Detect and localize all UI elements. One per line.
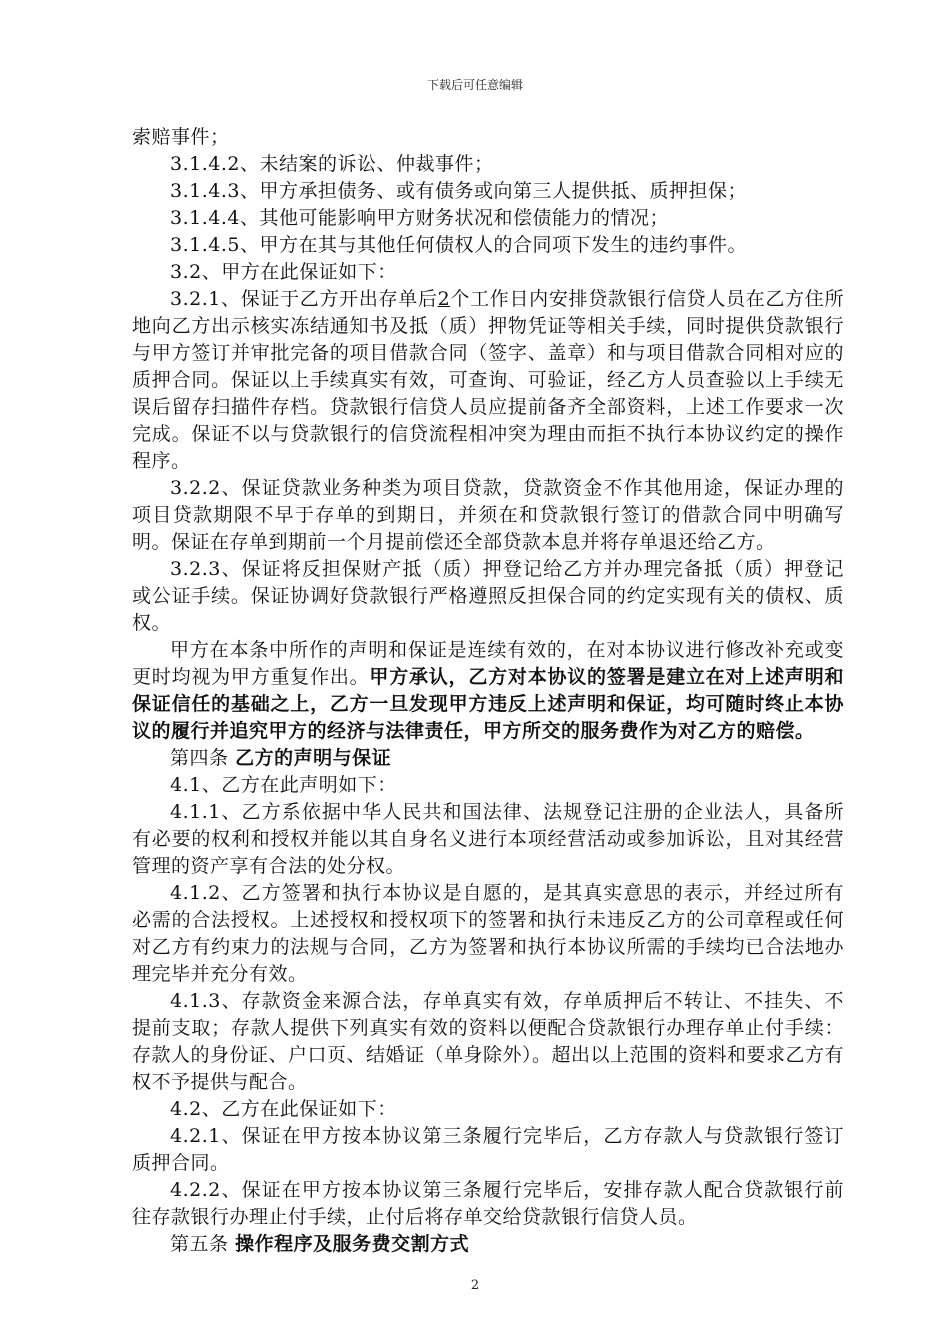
paragraph: 索赔事件； xyxy=(132,126,230,148)
clause-3-2-1 xyxy=(132,286,844,475)
article-5-number: 第五条 xyxy=(170,1233,229,1255)
clause-4-1-2: 4.1.2、乙方签署和执行本协议是自愿的，是其真实意思的表示，并经过所有必需的合法授权。上述授权和授权项下的签署和执行未违反乙方的公司章程或任何对乙方有约束力的法规与合同，乙方为签署和执行本协议所需的手续均已合法地办理完毕并充分有效。 xyxy=(132,882,844,985)
page-number: 2 xyxy=(470,1278,480,1293)
clause-4-1-3: 4.1.3、存款资金来源合法，存单真实有效，存单质押后不转让、不挂失、不提前支取；存款人提供下列真实有效的资料以便配合贷款银行办理存单止付手续：存款人的身份证、户口页、结婚证（单身除外）。超出以上范围的资料和要求乙方有权不予提供与配合。 xyxy=(132,990,845,1093)
underlined-days: 2 xyxy=(437,288,451,310)
clause-3-1-4-5: 3.1.4.5、甲方在其与其他任何债权人的合同项下发生的违约事件。 xyxy=(170,234,747,256)
article-4-number: 第四条 xyxy=(170,747,229,769)
clause-3-1-4-2: 3.1.4.2、未结案的诉讼、仲裁事件； xyxy=(170,153,494,175)
statement-plain: 甲方在本条中所作的声明和保证是连续有效的，在对本协议进行修改补充或变更时均视为甲方重复作出。 xyxy=(132,639,844,688)
clause-4-1: 4.1、乙方在此声明如下： xyxy=(170,774,397,796)
article-5-title: 操作程序及服务费交割方式 xyxy=(235,1233,470,1255)
clause-3-2: 3.2、甲方在此保证如下： xyxy=(170,261,397,283)
clause-4-2-1: 4.2.1、保证在甲方按本协议第三条履行完毕后，乙方存款人与贷款银行签订质押合同。 xyxy=(132,1125,844,1174)
article-4-title: 乙方的声明与保证 xyxy=(235,747,392,769)
clause-3-1-4-3: 3.1.4.3、甲方承担债务、或有债务或向第三人提供抵、质押担保； xyxy=(170,180,747,202)
clause-3-2-1-part-a: 3.2.1、保证于乙方开出存单后 xyxy=(170,288,438,310)
page-header: 下载后可任意编辑 xyxy=(426,78,523,92)
clause-3-1-4-4: 3.1.4.4、其他可能影响甲方财务状况和偿债能力的情况； xyxy=(170,207,669,229)
article-5-heading xyxy=(132,1231,844,1258)
statement-bold: 甲方承认，乙方对本协议的签署是建立在对上述声明和保证信任的基础之上，乙方一旦发现甲方违反上述声明和保证，均可随时终止本协议的履行并追究甲方的经济与法律责任，甲方所交的服务费作为对乙方的赔偿。 xyxy=(132,666,844,742)
clause-4-1-1: 4.1.1、乙方系依据中华人民共和国法律、法规登记注册的企业法人，具备所有必要的权利和授权并能以其自身名义进行本项经营活动或参加诉讼，且对其经营管理的资产享有合法的处分权。 xyxy=(132,801,844,877)
article-4-heading xyxy=(132,745,844,772)
clause-3-2-2: 3.2.2、保证贷款业务种类为项目贷款，贷款资金不作其他用途，保证办理的项目贷款期限不早于存单的到期日，并须在和贷款银行签订的借款合同中明确写明。保证在存单到期前一个月提前偿还全部贷款本息并将存单退还给乙方。 xyxy=(132,477,844,553)
statement-paragraph xyxy=(132,637,844,745)
clause-3-2-3: 3.2.3、保证将反担保财产抵（质）押登记给乙方并办理完备抵（质）押登记或公证手续。保证协调好贷款银行严格遵照反担保合同的约定实现有关的债权、质权。 xyxy=(132,558,844,634)
clause-4-2-2: 4.2.2、保证在甲方按本协议第三条履行完毕后，安排存款人配合贷款银行前往存款银行办理止付手续，止付后将存单交给贷款银行信贷人员。 xyxy=(132,1179,844,1228)
clause-3-2-1-part-b: 个工作日内安排贷款银行信贷人员在乙方住所地向乙方出示核实冻结通知书及抵（质）押物凭证等相关手续，同时提供贷款银行与甲方签订并审批完备的项目借款合同（签字、盖章）和与项目借款合同相对应的质押合同。保证以上手续真实有效，可查询、可验证，经乙方人员查验以上手续无误后留存扫描件存档。贷款银行信贷人员应提前备齐全部资料，上述工作要求一次完成。保证不以与贷款银行的信贷流程相冲突为理由而拒不执行本协议约定的操作程序。 xyxy=(132,288,844,472)
clause-4-2: 4.2、乙方在此保证如下： xyxy=(170,1098,397,1120)
document-body xyxy=(132,124,844,1258)
